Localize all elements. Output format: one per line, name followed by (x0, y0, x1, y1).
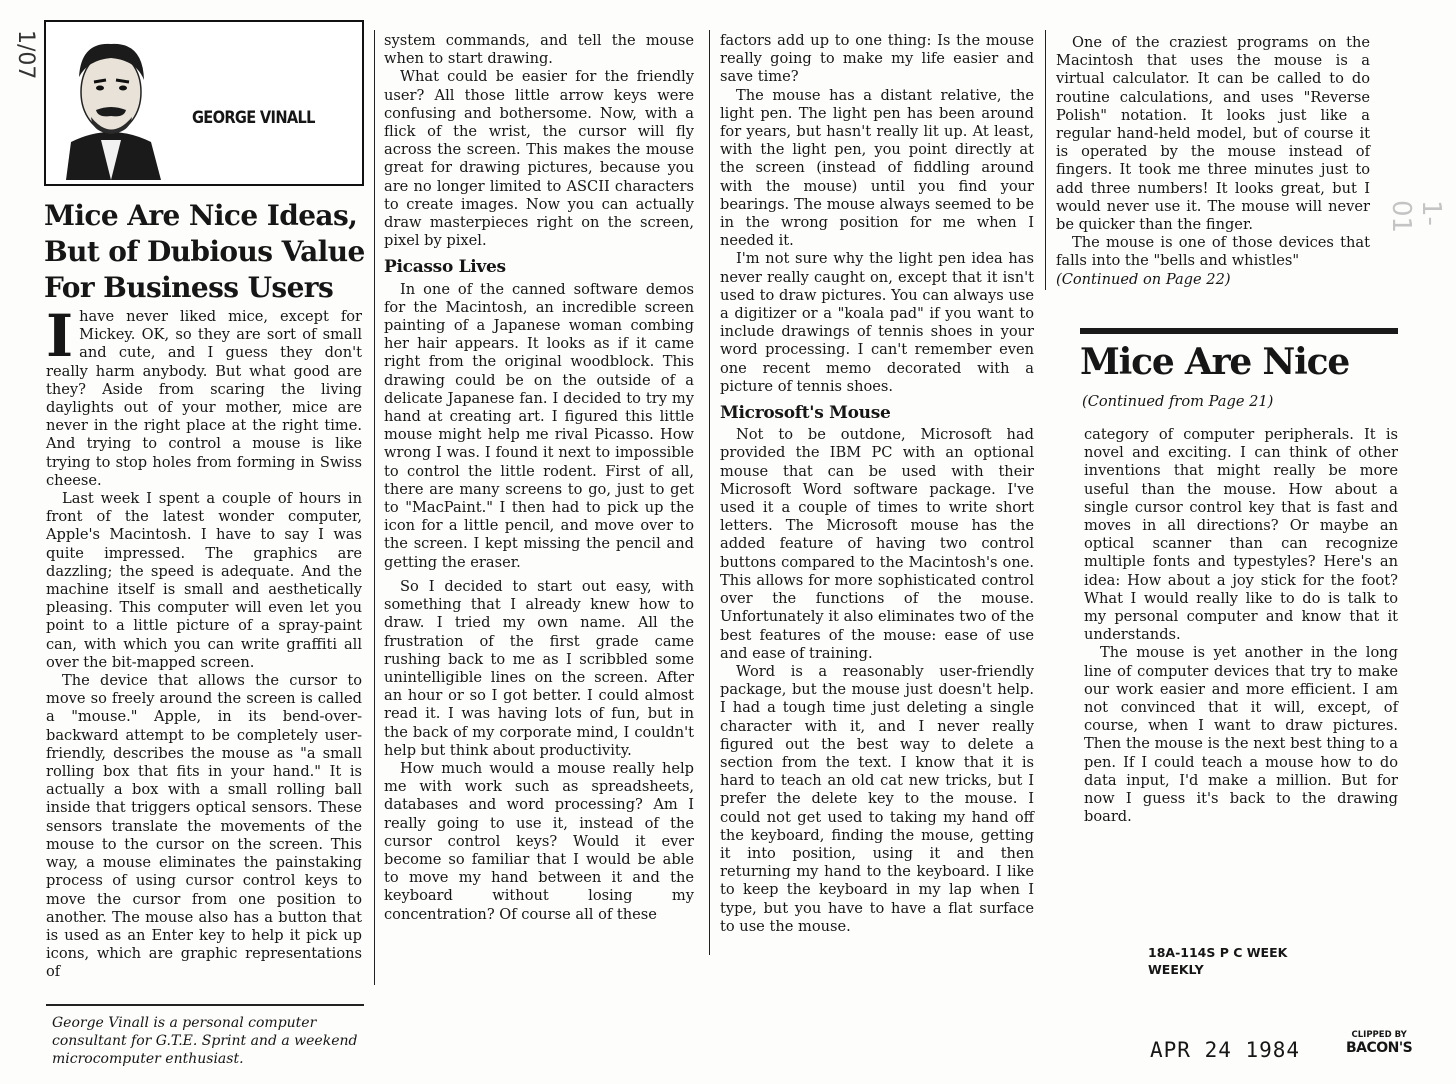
column-3 (720, 32, 1034, 936)
continued-on: (Continued on Page 22) (1056, 270, 1231, 288)
col1-para-3: The device that allows the cursor to move so freely around the screen is called a "mouse." Apple, in its bend-over-backward attempt to be completely user-friendly, describes the mouse as "a small rolling box that fits in your hand." It is actually a box with a small rolling ball inside that triggers optical sensors. These sensors translate the movements of the mouse to the cursor on the screen. This way, a mouse eliminates the painstaking process of using cursor control keys to move the cursor from one position to another. The mouse also has a button that is used as an Enter key to help it pick up icons, which are graphic representations of (46, 672, 362, 981)
column-rule-2 (709, 30, 710, 955)
continuation-text (1084, 426, 1398, 826)
continuation-top-rule (1080, 328, 1398, 334)
byline-box (44, 20, 364, 186)
author-note-rule (46, 1004, 364, 1006)
col3-para-2: The mouse has a distant relative, the light pen. The light pen has been around for years, but hasn't really lit up. At least, with the light pen, you point directly at the screen (instead of fiddling around with the mouse) until you find your bearings. The mouse always seemed to be in the wrong position for me when I needed it. (720, 86, 1034, 250)
date-stamp: APR 24 1984 (1150, 1038, 1301, 1062)
col2-para-3: In one of the canned software demos for the Macintosh, an incredible screen painting of a Japanese woman combing her hair appears. It looks as if it came right from the original woodblock. This drawing could be on the outside of a delicate Japanese fan. I decided to try my hand at creating art. I figured this little mouse might help me rival Picasso. How wrong I was. I found it next to impossible to control the little rodent. First of all, there are many screens to go, just to get to "MacPaint." I then had to pick up the icon for a little pencil, and move over to the screen. I kept missing the pencil and getting the eraser. (384, 280, 694, 571)
col4-para-2: The mouse is one of those devices that falls into the "bells and whistles" (1056, 234, 1370, 270)
subhead-picasso: Picasso Lives (384, 257, 506, 278)
col4-para-1: One of the craziest programs on the Macintosh that uses the mouse is a virtual calculator. It can be called to do routine calculations, and uses "Reverse Polish" notation. It looks just like a regular hand-held model, but of course it is operated by the mouse instead of fingers. It took me three minutes just to add three numbers! It looks great, but I would never use it. The mouse will never be quicker than the finger. (1056, 34, 1370, 234)
drop-cap: I (46, 302, 74, 370)
clipped-by-stamp (1346, 1030, 1412, 1056)
author-portrait (46, 22, 176, 180)
col2-para-2: What could be easier for the friendly user? All those little arrow keys were confusing and bothersome. Now, with a flick of the wrist, the cursor will fly across the screen. This makes the mouse great for drawing pictures, because you are no longer limited to ASCII characters to create images. Now you can actually draw masterpieces right on the screen, pixel by pixel. (384, 68, 694, 250)
col3-para-5: Word is a reasonably user-friendly package, but the mouse just doesn't help. I had a tough time just deleting a single character with it, and I never really figured out the best way to delete a section from the text. I know that it is hard to teach an old cat new tricks, but I prefer the delete key to the mouse. I could not get used to taking my hand off the keyboard, finding the mouse, getting it into position, using it and then returning my hand to the keyboard. I like to keep the keyboard in my lap when I type, but you have to have a flat surface to use the mouse. (720, 662, 1034, 935)
column-2 (384, 32, 694, 924)
col1-para-1: Ihave never liked mice, except for Mickey. OK, so they are sort of small and cute, and I guess they don't really harm anybody. But what good are they? Aside from scaring the living daylights out of your mother, mice are never in the right place at the right time. And trying to control a mouse is like trying to stop holes from forming in Swiss cheese. (46, 302, 362, 489)
headline (44, 198, 374, 306)
col2-para-5: How much would a mouse really help me with work such as spreadsheets, databases and word processing? Am I really going to use it, instead of the cursor control keys? Would it ever become so familiar that I would be able to move my hand between it and the keyboard without losing my concentration? Of course all of these (384, 759, 694, 923)
col1-para-2: Last week I spent a couple of hours in front of the latest wonder computer, Apple's Macintosh. I have to say I was quite impressed. The graphics are dazzling; the speed is adequate. And the machine itself is small and aesthetically pleasing. This computer will even let you point to a little picture of a spray-paint can, with which you can write graffiti all over the bit-mapped screen. (46, 490, 362, 671)
col2-para-4: So I decided to start out easy, with something that I already knew how to draw. I tried my own name. All the frustration of the first grade came rushing back to me as I scribbled some unintelligible lines on the screen. After an hour or so I got better. I could almost read it. I was having lots of fun, but in the back of my corporate mind, I couldn't help but think about productivity. (384, 577, 694, 759)
cont-para-2: The mouse is yet another in the long line of computer devices that try to make our work easier and more efficient. I am not convinced that it will, except, of course, when I want to draw pictures. Then the mouse is the next best thing to a pen. If I could teach a mouse how to do data input, I'd make a million. But for now I guess it's back to the drawing board. (1084, 644, 1398, 826)
headline-line-1: Mice Are Nice Ideas, (44, 199, 358, 232)
byline-author: GEORGE VINALL (192, 108, 315, 128)
source-line-2: WEEKLY (1148, 962, 1204, 977)
subhead-microsoft: Microsoft's Mouse (720, 403, 891, 424)
col3-para-1: factors add up to one thing: Is the mouse really going to make my life easier and save time? (720, 32, 1034, 86)
author-note: George Vinall is a personal computer consultant for G.T.E. Sprint and a weekend microcomputer enthusiast. (52, 1015, 358, 1067)
side-note: 1-01 (1386, 200, 1446, 234)
clipped-by-line-1: CLIPPED BY (1351, 1030, 1407, 1040)
col2-para-1: system commands, and tell the mouse when to start drawing. (384, 32, 694, 68)
headline-line-2: But of Dubious Value (44, 235, 365, 268)
source-line-1: 18A-114S P C WEEK (1148, 945, 1288, 960)
cont-para-1: category of computer peripherals. It is novel and exciting. I can think of other inventions that might really be more useful than the mouse. How about a single cursor control key that is fast and moves in all directions? Or maybe an optical scanner than can recognize multiple fonts and typestyles? Here's an idea: How about a joy stick for the foot? What I would really like to do is talk to my personal computer and know that it understands. (1084, 426, 1398, 644)
continuation-title: Mice Are Nice (1080, 341, 1350, 383)
column-4 (1056, 34, 1370, 289)
continued-from: (Continued from Page 21) (1082, 393, 1274, 410)
source-publication (1148, 944, 1287, 978)
margin-note: 1/07 (13, 30, 38, 80)
column-rule-3 (1045, 30, 1046, 290)
col3-para-3: I'm not sure why the light pen idea has never really caught on, except that it isn't used to draw pictures. You can always use a digitizer or a "koala pad" if you want to include drawings of tennis shoes in your word processing. I can't remember even one recent memo decorated with a picture of tennis shoes. (720, 250, 1034, 395)
col3-para-4: Not to be outdone, Microsoft had provided the IBM PC with an optional mouse that can be used with their Microsoft Word software package. I've used it a couple of times to write short letters. The Microsoft mouse has the added feature of having two control buttons compared to the Macintosh's one. This allows for more sophisticated control over the functions of the mouse. Unfortunately it also eliminates two of the best features of the mouse: ease of use and ease of training. (720, 426, 1034, 662)
clipped-by-line-2: BACON'S (1346, 1040, 1413, 1056)
column-rule-1 (374, 30, 375, 985)
headline-line-3: For Business Users (44, 271, 334, 304)
column-1 (46, 302, 362, 982)
